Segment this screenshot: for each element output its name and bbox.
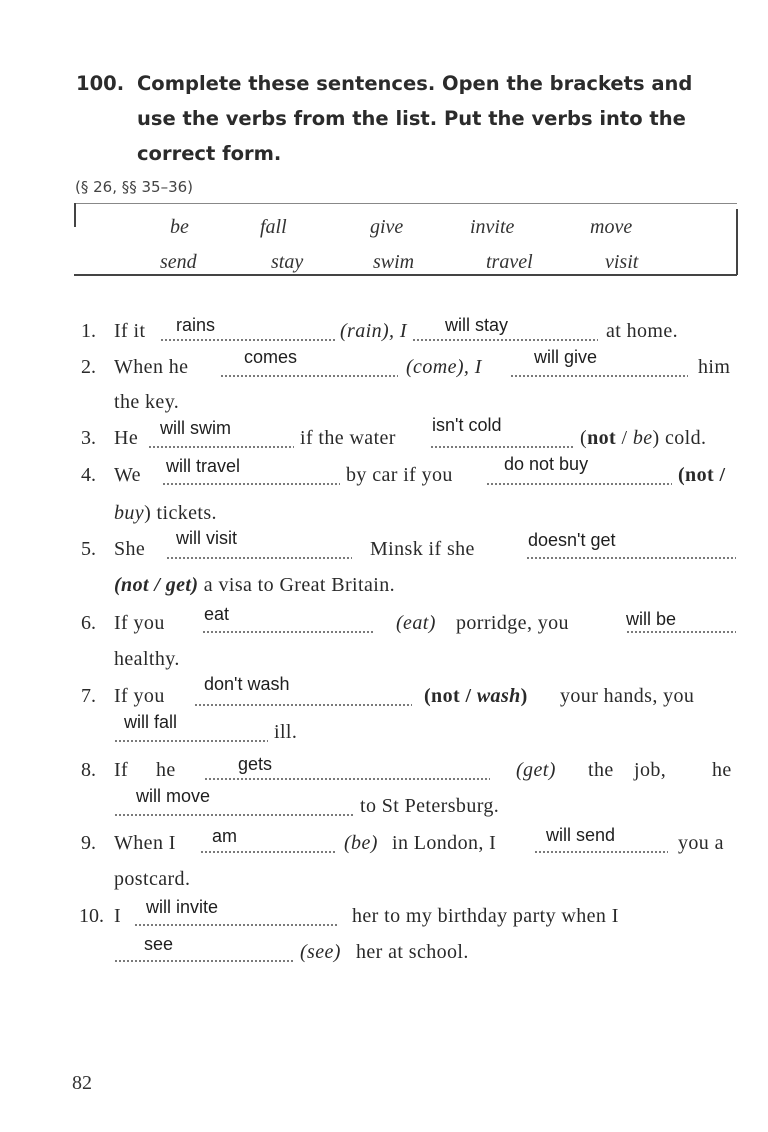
answer-5a[interactable]: will visit [176, 528, 237, 548]
sentence-6-text: (eat) [396, 612, 436, 634]
sentence-8-text: the [588, 759, 614, 781]
verb-invite: invite [470, 216, 515, 238]
sentence-5-text: (not / get) a visa to Great Britain. [114, 574, 396, 596]
answer-10a[interactable]: will invite [146, 897, 219, 917]
instruction-line-3: correct form. [137, 142, 282, 165]
instruction-line-1: Complete these sentences. Open the brackets and [137, 72, 693, 95]
verb-travel: travel [486, 251, 533, 273]
answer-7a[interactable]: don't wash [204, 674, 290, 694]
sentence-10-number: 10. [79, 905, 104, 927]
answer-8a[interactable]: gets [238, 754, 273, 774]
sentence-2-number: 2. [81, 356, 96, 378]
sentence-8-text: job, [634, 759, 667, 781]
answer-1a[interactable]: rains [176, 315, 216, 335]
sentence-3-number: 3. [81, 427, 96, 449]
sentence-10-text: (see) [300, 941, 341, 963]
sentence-2-text: him [698, 356, 731, 378]
sentence-1-number: 1. [81, 320, 96, 342]
sentence-3-text: He [114, 427, 139, 449]
answer-2b[interactable]: will give [534, 347, 598, 367]
verb-visit: visit [605, 251, 639, 273]
sentence-9-text: you a [678, 832, 724, 854]
sentence-9-text: in London, I [392, 832, 497, 854]
answer-4b[interactable]: do not buy [504, 454, 589, 474]
sentence-10-text: her at school. [356, 941, 469, 963]
verb-be: be [170, 216, 189, 238]
sentence-7-text: your hands, you [560, 685, 695, 707]
sentence-1-text: (rain), I [340, 320, 407, 342]
sentence-2-text: When he [114, 356, 189, 378]
sentence-6-text: porridge, you [456, 612, 569, 634]
sentence-8-text: he [712, 759, 732, 781]
sentence-4-text: We [114, 464, 141, 486]
sentence-2-text: the key. [114, 391, 180, 413]
sentence-10-text: I [114, 905, 122, 927]
sentence-7-text: (not / wash) [424, 685, 528, 707]
answer-7b[interactable]: will fall [124, 712, 178, 732]
sentence-2-text: (come), I [406, 356, 482, 378]
sentence-6-text: If you [114, 612, 165, 634]
sentence-6-text: healthy. [114, 648, 180, 670]
verb-move: move [590, 216, 633, 238]
verb-fall: fall [260, 216, 287, 238]
sentence-5-text: Minsk if she [370, 538, 475, 560]
sentence-1-text: If it [114, 320, 146, 342]
answer-1b[interactable]: will stay [445, 315, 509, 335]
sentence-5-number: 5. [81, 538, 96, 560]
answer-8b[interactable]: will move [136, 786, 211, 806]
sentence-5-text: She [114, 538, 146, 560]
sentence-7-text: If you [114, 685, 165, 707]
verb-send: send [160, 251, 197, 273]
sentence-9-text: (be) [344, 832, 378, 854]
sentence-8-text: If [114, 759, 129, 781]
sentence-4-text: buy) tickets. [114, 502, 217, 524]
sentence-7-text: ill. [274, 721, 298, 743]
answer-6b[interactable]: will be [626, 609, 677, 629]
answer-3b[interactable]: isn't cold [432, 415, 502, 435]
sentence-3-text: (not / be) cold. [580, 427, 707, 449]
verb-give: give [370, 216, 404, 238]
answer-4a[interactable]: will travel [166, 456, 241, 476]
sentence-3-text: if the water [300, 427, 396, 449]
answer-6a[interactable]: eat [204, 604, 230, 624]
sentence-6-number: 6. [81, 612, 96, 634]
sentence-8-text: to St Petersburg. [360, 795, 500, 817]
exercise-number: 100. [76, 72, 125, 95]
sentence-8-number: 8. [81, 759, 96, 781]
sentence-7-number: 7. [81, 685, 96, 707]
sentence-4-text: by car if you [346, 464, 453, 486]
sentence-8-text: he [156, 759, 176, 781]
answer-9b[interactable]: will send [546, 825, 616, 845]
answer-5b[interactable]: doesn't get [528, 530, 616, 550]
answer-10b[interactable]: see [144, 934, 174, 954]
answer-2a[interactable]: comes [244, 347, 298, 367]
sentence-8-text: (get) [516, 759, 556, 781]
grammar-reference: (§ 26, §§ 35–36) [75, 178, 194, 196]
sentence-9-number: 9. [81, 832, 96, 854]
sentence-9-text: postcard. [114, 868, 191, 890]
verb-swim: swim [373, 251, 415, 273]
page-number: 82 [72, 1072, 92, 1094]
sentence-10-text: her to my birthday party when I [352, 905, 619, 927]
answer-3a[interactable]: will swim [160, 418, 231, 438]
sentence-9-text: When I [114, 832, 176, 854]
sentence-4-number: 4. [81, 464, 96, 486]
answer-9a[interactable]: am [212, 826, 238, 846]
sentence-4-text: (not / [678, 464, 726, 486]
instruction-line-2: use the verbs from the list. Put the verbs into the [137, 107, 686, 130]
verb-stay: stay [271, 251, 304, 273]
sentence-1-text: at home. [606, 320, 679, 342]
